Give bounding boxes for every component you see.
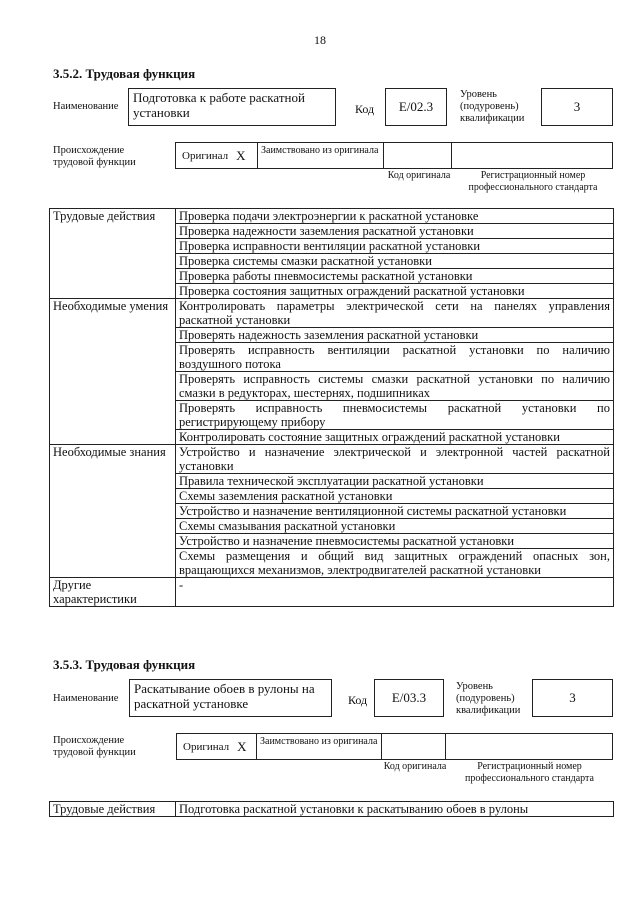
- table-row: [50, 299, 614, 328]
- table-cell: Устройство и назначение электрической и электронной частей раскатной установки: [176, 445, 614, 474]
- function-name-field: Подготовка к работе раскатной установки: [128, 88, 336, 126]
- reg-number-caption: Регистрационный номер профессионального стандарта: [465, 761, 594, 784]
- table-cell: Правила технической эксплуатации раскатной установки: [176, 474, 614, 489]
- code-field: E/03.3: [374, 679, 444, 717]
- name-label: Наименование: [53, 693, 119, 704]
- origin-row: [176, 733, 613, 760]
- code-field: E/02.3: [385, 88, 447, 126]
- original-cell: [175, 142, 257, 169]
- borrowed-label: Заимствовано из оригинала: [260, 736, 378, 747]
- original-code-caption: Код оригинала: [383, 761, 447, 772]
- reg-number-cell: [452, 142, 613, 169]
- original-label: Оригинал: [183, 740, 230, 753]
- table-row: [50, 802, 614, 817]
- function-name-field: Раскатывание обоев в рулоны на раскатной установке: [129, 679, 332, 717]
- level-field: 3: [532, 679, 613, 717]
- original-code-cell: [384, 142, 452, 169]
- level-field: 3: [541, 88, 613, 126]
- reg-number-caption: Регистрационный номер профессионального стандарта: [468, 170, 598, 193]
- table-cell: Проверка надежности заземления раскатной установки: [176, 224, 614, 239]
- row-header-knowledge: Необходимые знания: [50, 445, 176, 578]
- table-cell: Проверять исправность вентиляции раскатной установки по наличию воздушного потока: [176, 343, 614, 372]
- table-cell: Проверка работы пневмосистемы раскатной установки: [176, 269, 614, 284]
- table-cell: Схемы размещения и общий вид защитных ограждений опасных зон, вращающихся механизмов, электродвигателей раскатной установки: [176, 549, 614, 578]
- table-cell: Схемы смазывания раскатной установки: [176, 519, 614, 534]
- borrowed-cell: [257, 142, 384, 169]
- row-header-skills: Необходимые умения: [50, 299, 176, 445]
- table-cell: Проверка исправности вентиляции раскатной установки: [176, 239, 614, 254]
- table-cell: Проверка подачи электроэнергии к раскатной установке: [176, 209, 614, 224]
- section-title: 3.5.3. Трудовая функция: [53, 657, 196, 672]
- level-label: Уровень (подуровень) квалификации: [456, 681, 521, 716]
- code-label: Код: [355, 102, 375, 116]
- page-number: 18: [314, 33, 326, 47]
- original-code-caption: Код оригинала: [387, 170, 451, 181]
- origin-row: [175, 142, 613, 169]
- table-row: [50, 209, 614, 224]
- table-cell: Устройство и назначение пневмосистемы раскатной установки: [176, 534, 614, 549]
- name-label: Наименование: [53, 101, 119, 112]
- row-header-other: Другие характеристики: [50, 578, 176, 607]
- table-cell: Проверять исправность пневмосистемы раскатной установки по регистрирующему прибору: [176, 401, 614, 430]
- table-row: [50, 445, 614, 474]
- original-code-cell: [382, 733, 446, 760]
- table-cell: Подготовка раскатной установки к раскатыванию обоев в рулоны: [176, 802, 614, 817]
- table-cell: Контролировать параметры электрической сети на панелях управления раскатной установки: [176, 299, 614, 328]
- table-cell: Проверка системы смазки раскатной установки: [176, 254, 614, 269]
- table-cell: Схемы заземления раскатной установки: [176, 489, 614, 504]
- table-cell: Контролировать состояние защитных ограждений раскатной установки: [176, 430, 614, 445]
- code-label: Код: [348, 693, 368, 707]
- origin-label: Происхождение трудовой функции: [53, 145, 136, 168]
- table-cell: Проверять исправность системы смазки раскатной установки по наличию смазки в редукторах, шестернях, подшипниках: [176, 372, 614, 401]
- table-cell: Проверка состояния защитных ограждений раскатной установки: [176, 284, 614, 299]
- level-label: Уровень (подуровень) квалификации: [460, 89, 525, 124]
- origin-label: Происхождение трудовой функции: [53, 735, 136, 758]
- borrowed-cell: [256, 733, 382, 760]
- original-mark: X: [237, 738, 247, 754]
- table-cell: -: [176, 578, 614, 607]
- table-cell: Проверять надежность заземления раскатной установки: [176, 328, 614, 343]
- section-title: 3.5.2. Трудовая функция: [53, 66, 196, 81]
- original-label: Оригинал: [182, 149, 229, 162]
- table-cell: Устройство и назначение вентиляционной системы раскатной установки: [176, 504, 614, 519]
- function-table: [49, 208, 614, 607]
- original-mark: X: [236, 147, 246, 163]
- function-table: [49, 801, 614, 817]
- reg-number-cell: [446, 733, 613, 760]
- row-header-actions: Трудовые действия: [50, 209, 176, 299]
- original-cell: [176, 733, 256, 760]
- table-row: [50, 578, 614, 607]
- borrowed-label: Заимствовано из оригинала: [261, 145, 379, 156]
- row-header-actions: Трудовые действия: [50, 802, 176, 817]
